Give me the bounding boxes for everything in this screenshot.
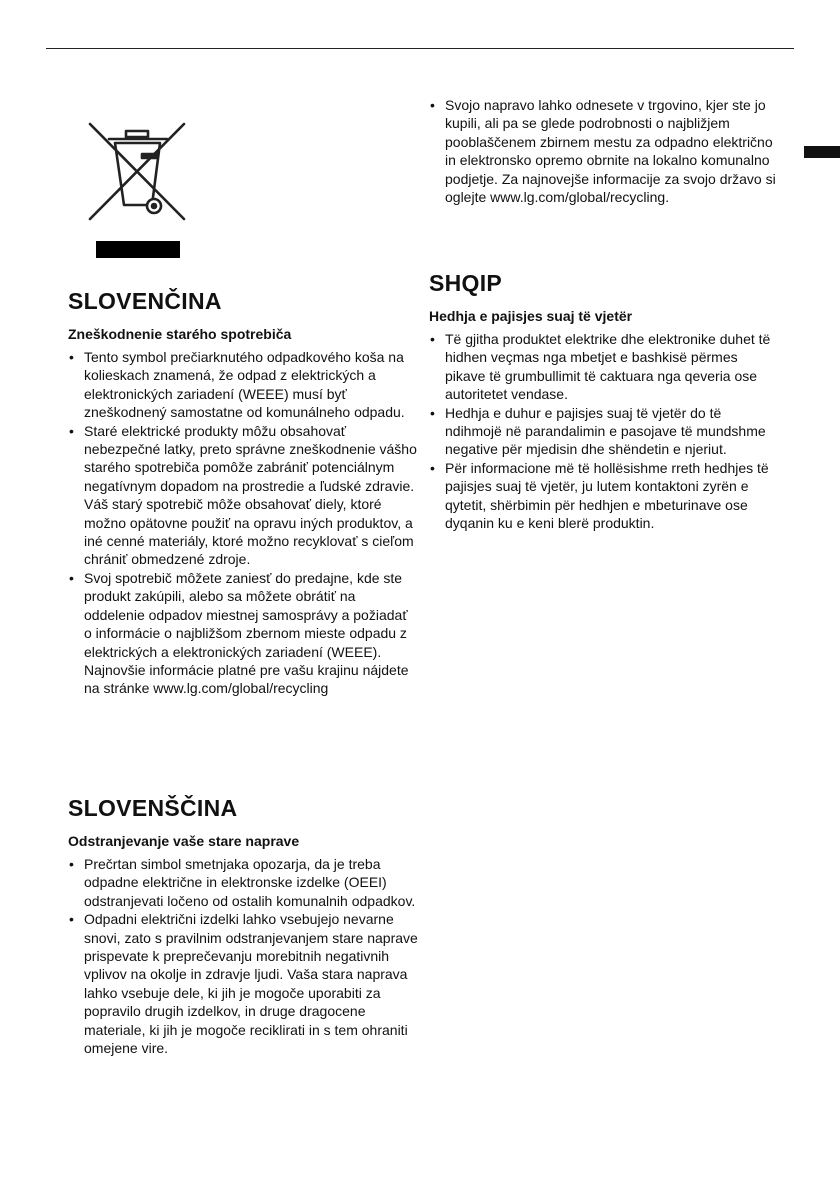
list-item: • Odpadni električni izdelki lahko vsebujejo nevarne snovi, zato s pravilnim odstranjevanjem stare naprave prispevate k preprečevanju morebitnih negativnih vplivov na okolje in zdravje ljudi. Vaša stara naprava lahko vsebuje dele, ki jih je mogoče uporabiti za popravilo drugih izdelkov, in druge dragocene materiale, ki jih je mogoče reciklirati in s tem ohraniti omejene vire. [68, 910, 418, 1057]
section-title: SHQIP [429, 270, 503, 296]
section-slovak [68, 288, 418, 698]
section-slovenian [68, 795, 418, 1057]
bullet-list [429, 330, 779, 532]
section-albanian [429, 270, 779, 532]
bullet-list [429, 96, 779, 206]
section-slovenian-continued [429, 96, 779, 206]
list-item: • Të gjitha produktet elektrike dhe elektronike duhet të hidhen veçmas nga mbetjet e bashkisë përmes pikave të grumbullimit të caktuara nga qeveria ose autoritetet vendase. [429, 330, 779, 404]
section-subtitle: Hedhja e pajisjes suaj të vjetër [429, 308, 633, 324]
section-tab-marker [804, 146, 840, 158]
weee-underline-bar [96, 241, 180, 258]
list-item: • Staré elektrické produkty môžu obsahovať nebezpečné latky, preto správne zneškodnenie vášho starého spotrebiča pomôže zabrániť potenciálnym negatívnym dopadom na prostredie a ľudské zdravie. Váš starý spotrebič môže obsahovať diely, ktoré možno opätovne použiť na opravu iných produktov, a iné cenné materiály, ktoré možno recyklovať s cieľom chrániť obmedzené zdroje. [68, 422, 418, 569]
list-item: • Svojo napravo lahko odnesete v trgovino, kjer ste jo kupili, ali pa se glede podrobnosti o najbližjem pooblaščenem zbirnem mestu za odpadno električno in elektronsko opremo obrnite na lokalno komunalno podjetje. Za najnovejše informacije za svojo državo si oglejte www.lg.com/global/recycling. [429, 96, 779, 206]
list-item: • Prečrtan simbol smetnjaka opozarja, da je treba odpadne električne in elektronske izdelke (OEEI) odstranjevati ločeno od ostalih komunalnih odpadkov. [68, 855, 418, 910]
list-item: • Për informacione më të hollësishme rreth hedhjes të pajisjes suaj të vjetër, ju lutem kontaktoni zyrën e qytetit, shërbimin për hedhjen e mbeturinave ose dyqanin ku e keni blerë produktin. [429, 459, 779, 533]
section-subtitle: Odstranjevanje vaše stare naprave [68, 833, 300, 849]
header-rule [46, 48, 794, 49]
bullet-list [68, 855, 418, 1057]
list-item: • Tento symbol prečiarknutého odpadkového koša na kolieskach znamená, že odpad z elektrických a elektronických zariadení (WEEE) musí byť zneškodnený samostatne od komunálneho odpadu. [68, 348, 418, 422]
list-item: • Hedhja e duhur e pajisjes suaj të vjetër do të ndihmojë në parandalimin e pasojave të mundshme negative për mjedisin dhe shëndetin e njeriut. [429, 404, 779, 459]
section-subtitle: Zneškodnenie starého spotrebiča [68, 326, 292, 342]
list-item: • Svoj spotrebič môžete zaniesť do predajne, kde ste produkt zakúpili, alebo sa môžete obrátiť na oddelenie odpadov miestnej samosprávy a požiadať o informácie o najbližšom zbernom mieste odpadu z elektrických a elektronických zariadení (WEEE). Najnovšie informácie platné pre vašu krajinu nájdete na stránke www.lg.com/global/recycling [68, 569, 418, 698]
crossed-out-wheelie-bin-icon [86, 122, 188, 222]
section-title: SLOVENČINA [68, 288, 222, 314]
bullet-list [68, 348, 418, 698]
section-title: SLOVENŠČINA [68, 795, 238, 821]
